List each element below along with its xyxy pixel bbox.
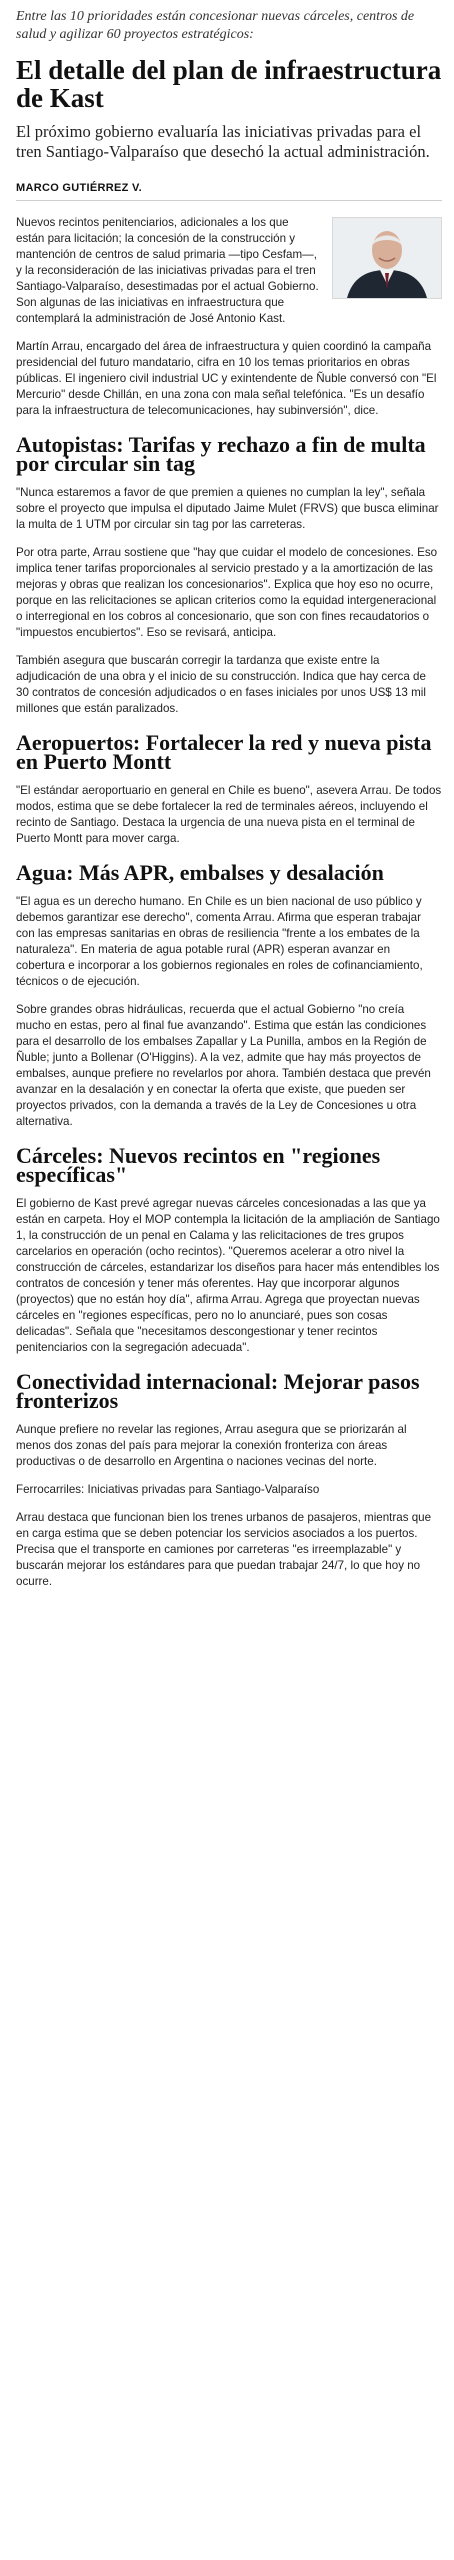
section-carceles	[16, 1143, 442, 1356]
aeropuertos-paragraph-1: "El estándar aeroportuario en general en Chile es bueno", asevera Arrau. De todos modos, estima que se debe fortalecer la red de terminales aéreos, incluyendo el recinto de Santiago. Destaca la urgencia de una nueva pista en el terminal de Puerto Montt para mover carga.	[16, 784, 442, 845]
section-aeropuertos	[16, 730, 442, 847]
article-dek: El próximo gobierno evaluaría las iniciativas privadas para el tren Santiago-Valparaíso que desechó la actual administración.	[16, 122, 430, 161]
autopistas-paragraph-3: También asegura que buscarán corregir la tardanza que existe entre la adjudicación de una obra y el inicio de su construcción. Indica que hay cerca de 30 contratos de concesión adjudicados o en fases iniciales por unos US$ 13 mil millones que están paralizados.	[16, 654, 426, 715]
section-autopistas	[16, 432, 442, 717]
conectividad-paragraph-3: Arrau destaca que funcionan bien los trenes urbanos de pasajeros, mientras que en carga estima que se deben potenciar los servicios asociados a los puertos. Precisa que el transporte en camiones por carreteras "es irreemplazable" y buscarán mejorar los estándares para que puedan trabajar 24/7, lo que hoy no ocurre.	[16, 1511, 432, 1588]
section-heading-aeropuertos: Aeropuertos: Fortalecer la red y nueva pista en Puerto Montt	[16, 730, 432, 774]
ferrocarriles-subheading: Ferrocarriles: Iniciativas privadas para Santiago-Valparaíso	[16, 1483, 320, 1496]
conectividad-paragraph-1: Aunque prefiere no revelar las regiones, Arrau asegura que se priorizarán al menos dos zonas del país para mejorar la conexión fronteriza con áreas productivas o de desarrollo en Argentina o naciones vecinas del norte.	[16, 1423, 407, 1468]
portrait-image	[333, 218, 441, 298]
agua-paragraph-2: Sobre grandes obras hidráulicas, recuerda que el actual Gobierno "no creía mucho en estas, pero al final fue avanzando". Estima que están las condiciones para el desarrollo de los embalses Zapallar y La Punilla, ambos en la Región de Ñuble; junto a Bollenar (O'Higgins). A la vez, admite que hay más proyectos de embalses, aunque prefiere no revelarlos por ahora. También destaca que prevén avanzar en la desalación y en conectar la oferta que existe, que pueden ser proyectos privados, con la demanda a través de la Ley de Concesiones u otra alternativa.	[16, 1003, 431, 1128]
autopistas-paragraph-1: "Nunca estaremos a favor de que premien a quienes no cumplan la ley", señala sobre el proyecto que impulsa el diputado Jaime Mulet (FRVS) que busca eliminar la multa de 1 UTM por circular sin tag por las carreteras.	[16, 486, 439, 531]
section-heading-autopistas: Autopistas: Tarifas y rechazo a fin de multa por circular sin tag	[16, 432, 426, 476]
byline-divider	[16, 200, 442, 201]
article-byline: MARCO GUTIÉRREZ V.	[16, 182, 143, 194]
carceles-paragraph-1: El gobierno de Kast prevé agregar nuevas cárceles concesionadas a las que ya están en carpeta. Hoy el MOP contempla la licitación de la ampliación de Santiago 1, la construcción de un penal en Calama y las relicitaciones de tres grupos carcelarios en operación (ocho recintos). "Queremos acelerar a otro nivel la construcción de cárceles, estandarizar los diseños para hacer más entendibles los contratos de concesión y tener más oferentes. Hay que incorporar algunos (proyectos) que no están hoy día", afirma Arrau. Agrega que proyectan nuevas cárceles en "regiones específicas, pero no lo anunciaré, pues son cosas delicadas". Señala que "necesitamos descongestionar y tener recintos penitenciarios con la segregación adecuada".	[16, 1197, 440, 1354]
article	[16, 8, 442, 1602]
author-portrait	[332, 217, 442, 299]
section-heading-agua: Agua: Más APR, embalses y desalación	[16, 860, 384, 885]
section-heading-conectividad: Conectividad internacional: Mejorar pasos fronterizos	[16, 1369, 420, 1413]
agua-paragraph-1: "El agua es un derecho humano. En Chile es un bien nacional de uso público y debemos garantizar ese derecho", comenta Arrau. Afirma que esperan trabajar con las empresas sanitarias en obras de resiliencia "frente a los embates de la naturaleza". En materia de agua potable rural (APR) esperan avanzar en cobertura e incorporar a los gobiernos regionales en roles de cofinanciamiento, técnicos o de ejecución.	[16, 895, 423, 988]
intro-paragraph-2: Martín Arrau, encargado del área de infraestructura y quien coordinó la campaña presidencial del futuro mandatario, cifra en 10 los temas prioritarios en obras públicas. El ingeniero civil industrial UC y exintendente de Ñuble conversó con "El Mercurio" desde Chillán, en una zona con mala señal telefónica. "Es un desafío para la infraestructura de telecomunicaciones, hay subinversión", dice.	[16, 340, 437, 417]
autopistas-paragraph-2: Por otra parte, Arrau sostiene que "hay que cuidar el modelo de concesiones. Eso implica tener tarifas proporcionales al servicio prestado y a la amortización de las mejoras y obras que realizan los concesionarios". Explica que hoy eso no ocurre, porque en las relicitaciones se aplican criterios como la equidad intergeneracional o interregional en los cobros al concesionario, que son con fines recaudatorios o "impuestos encubiertos". Eso se revisará, anticipa.	[16, 546, 438, 639]
article-kicker: Entre las 10 prioridades están concesionar nuevas cárceles, centros de salud y agilizar 60 proyectos estratégicos:	[16, 9, 415, 42]
section-agua	[16, 860, 442, 1130]
section-heading-carceles: Cárceles: Nuevos recintos en "regiones específicas"	[16, 1143, 381, 1187]
intro-paragraph-1: Nuevos recintos penitenciarios, adicionales a los que están para licitación; la concesión de la construcción y mantención de centros de salud primaria —tipo Cesfam—, y la reconsideración de las iniciativas privadas para el tren Santiago-Valparaíso, desestimadas por el actual Gobierno. Son algunas de las iniciativas en infraestructura que contemplará la administración de José Antonio Kast.	[16, 216, 319, 325]
article-headline: El detalle del plan de infraestructura de Kast	[16, 55, 442, 113]
section-conectividad	[16, 1369, 442, 1590]
intro-block	[16, 215, 442, 419]
